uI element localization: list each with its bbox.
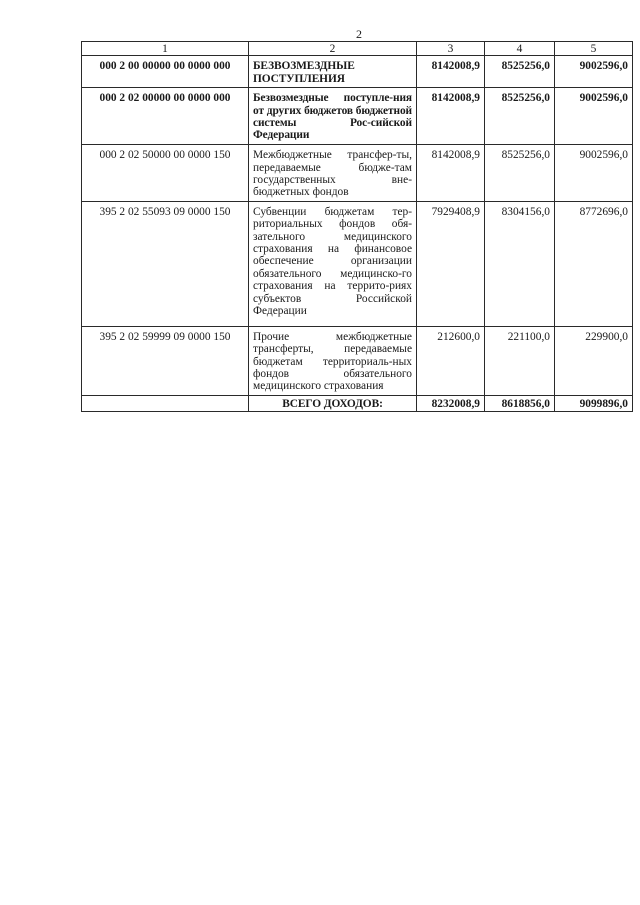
amount-col3-cell: 8142008,9	[417, 56, 485, 88]
table-row	[82, 326, 633, 395]
amount-col5-cell: 9002596,0	[555, 145, 633, 202]
total-col5-cell: 9099896,0	[555, 395, 633, 411]
amount-col4-cell: 8525256,0	[485, 145, 555, 202]
item-name-cell	[249, 88, 417, 145]
item-name-cell	[249, 56, 417, 88]
column-header: 5	[555, 42, 633, 56]
budget-code-cell: 000 2 02 00000 00 0000 000	[82, 88, 249, 145]
item-name-cell	[249, 201, 417, 326]
column-header: 2	[249, 42, 417, 56]
revenue-table	[81, 41, 633, 412]
column-header: 3	[417, 42, 485, 56]
item-name-text: Межбюджетные трансфер-ты, передаваемые бюдже-там государственных вне-бюджетных фондов	[253, 149, 412, 199]
item-name-text: Безвозмездные поступле-ния от других бюджетов бюджетной системы Рос-сийской Федерации	[253, 92, 412, 142]
total-col4-cell: 8618856,0	[485, 395, 555, 411]
table-row	[82, 201, 633, 326]
budget-code-cell: 000 2 00 00000 00 0000 000	[82, 56, 249, 88]
amount-col5-cell: 9002596,0	[555, 56, 633, 88]
table-row	[82, 88, 633, 145]
item-name-text: Субвенции бюджетам тер-риториальных фондов обя-зательного медицинского страхования на финансовое обеспечение организации обязательного медицинско-го страхования на террито-риях субъектов Российской Федерации	[253, 205, 412, 318]
column-header: 1	[82, 42, 249, 56]
item-name-text: БЕЗВОЗМЕЗДНЫЕ ПОСТУПЛЕНИЯ	[253, 60, 355, 85]
budget-code-cell: 000 2 02 50000 00 0000 150	[82, 145, 249, 202]
item-name-cell	[249, 326, 417, 395]
total-row	[82, 395, 633, 411]
amount-col5-cell: 9002596,0	[555, 88, 633, 145]
column-header: 4	[485, 42, 555, 56]
amount-col3-cell: 8142008,9	[417, 88, 485, 145]
item-name-cell	[249, 145, 417, 202]
amount-col4-cell: 221100,0	[485, 326, 555, 395]
budget-code-cell: 395 2 02 55093 09 0000 150	[82, 201, 249, 326]
table-row	[82, 145, 633, 202]
amount-col5-cell: 229900,0	[555, 326, 633, 395]
amount-col3-cell: 7929408,9	[417, 201, 485, 326]
amount-col4-cell: 8304156,0	[485, 201, 555, 326]
total-label-cell: ВСЕГО ДОХОДОВ:	[249, 395, 417, 411]
amount-col4-cell: 8525256,0	[485, 56, 555, 88]
table-header-row	[82, 42, 633, 56]
amount-col4-cell: 8525256,0	[485, 88, 555, 145]
amount-col3-cell: 212600,0	[417, 326, 485, 395]
amount-col3-cell: 8142008,9	[417, 145, 485, 202]
table-row	[82, 56, 633, 88]
budget-code-cell	[82, 395, 249, 411]
item-name-text: Прочие межбюджетные трансферты, передаваемые бюджетам территориаль-ных фондов обязательного медицинского страхования	[253, 330, 412, 393]
budget-code-cell: 395 2 02 59999 09 0000 150	[82, 326, 249, 395]
amount-col5-cell: 8772696,0	[555, 201, 633, 326]
total-col3-cell: 8232008,9	[417, 395, 485, 411]
page-number: 2	[356, 27, 362, 41]
